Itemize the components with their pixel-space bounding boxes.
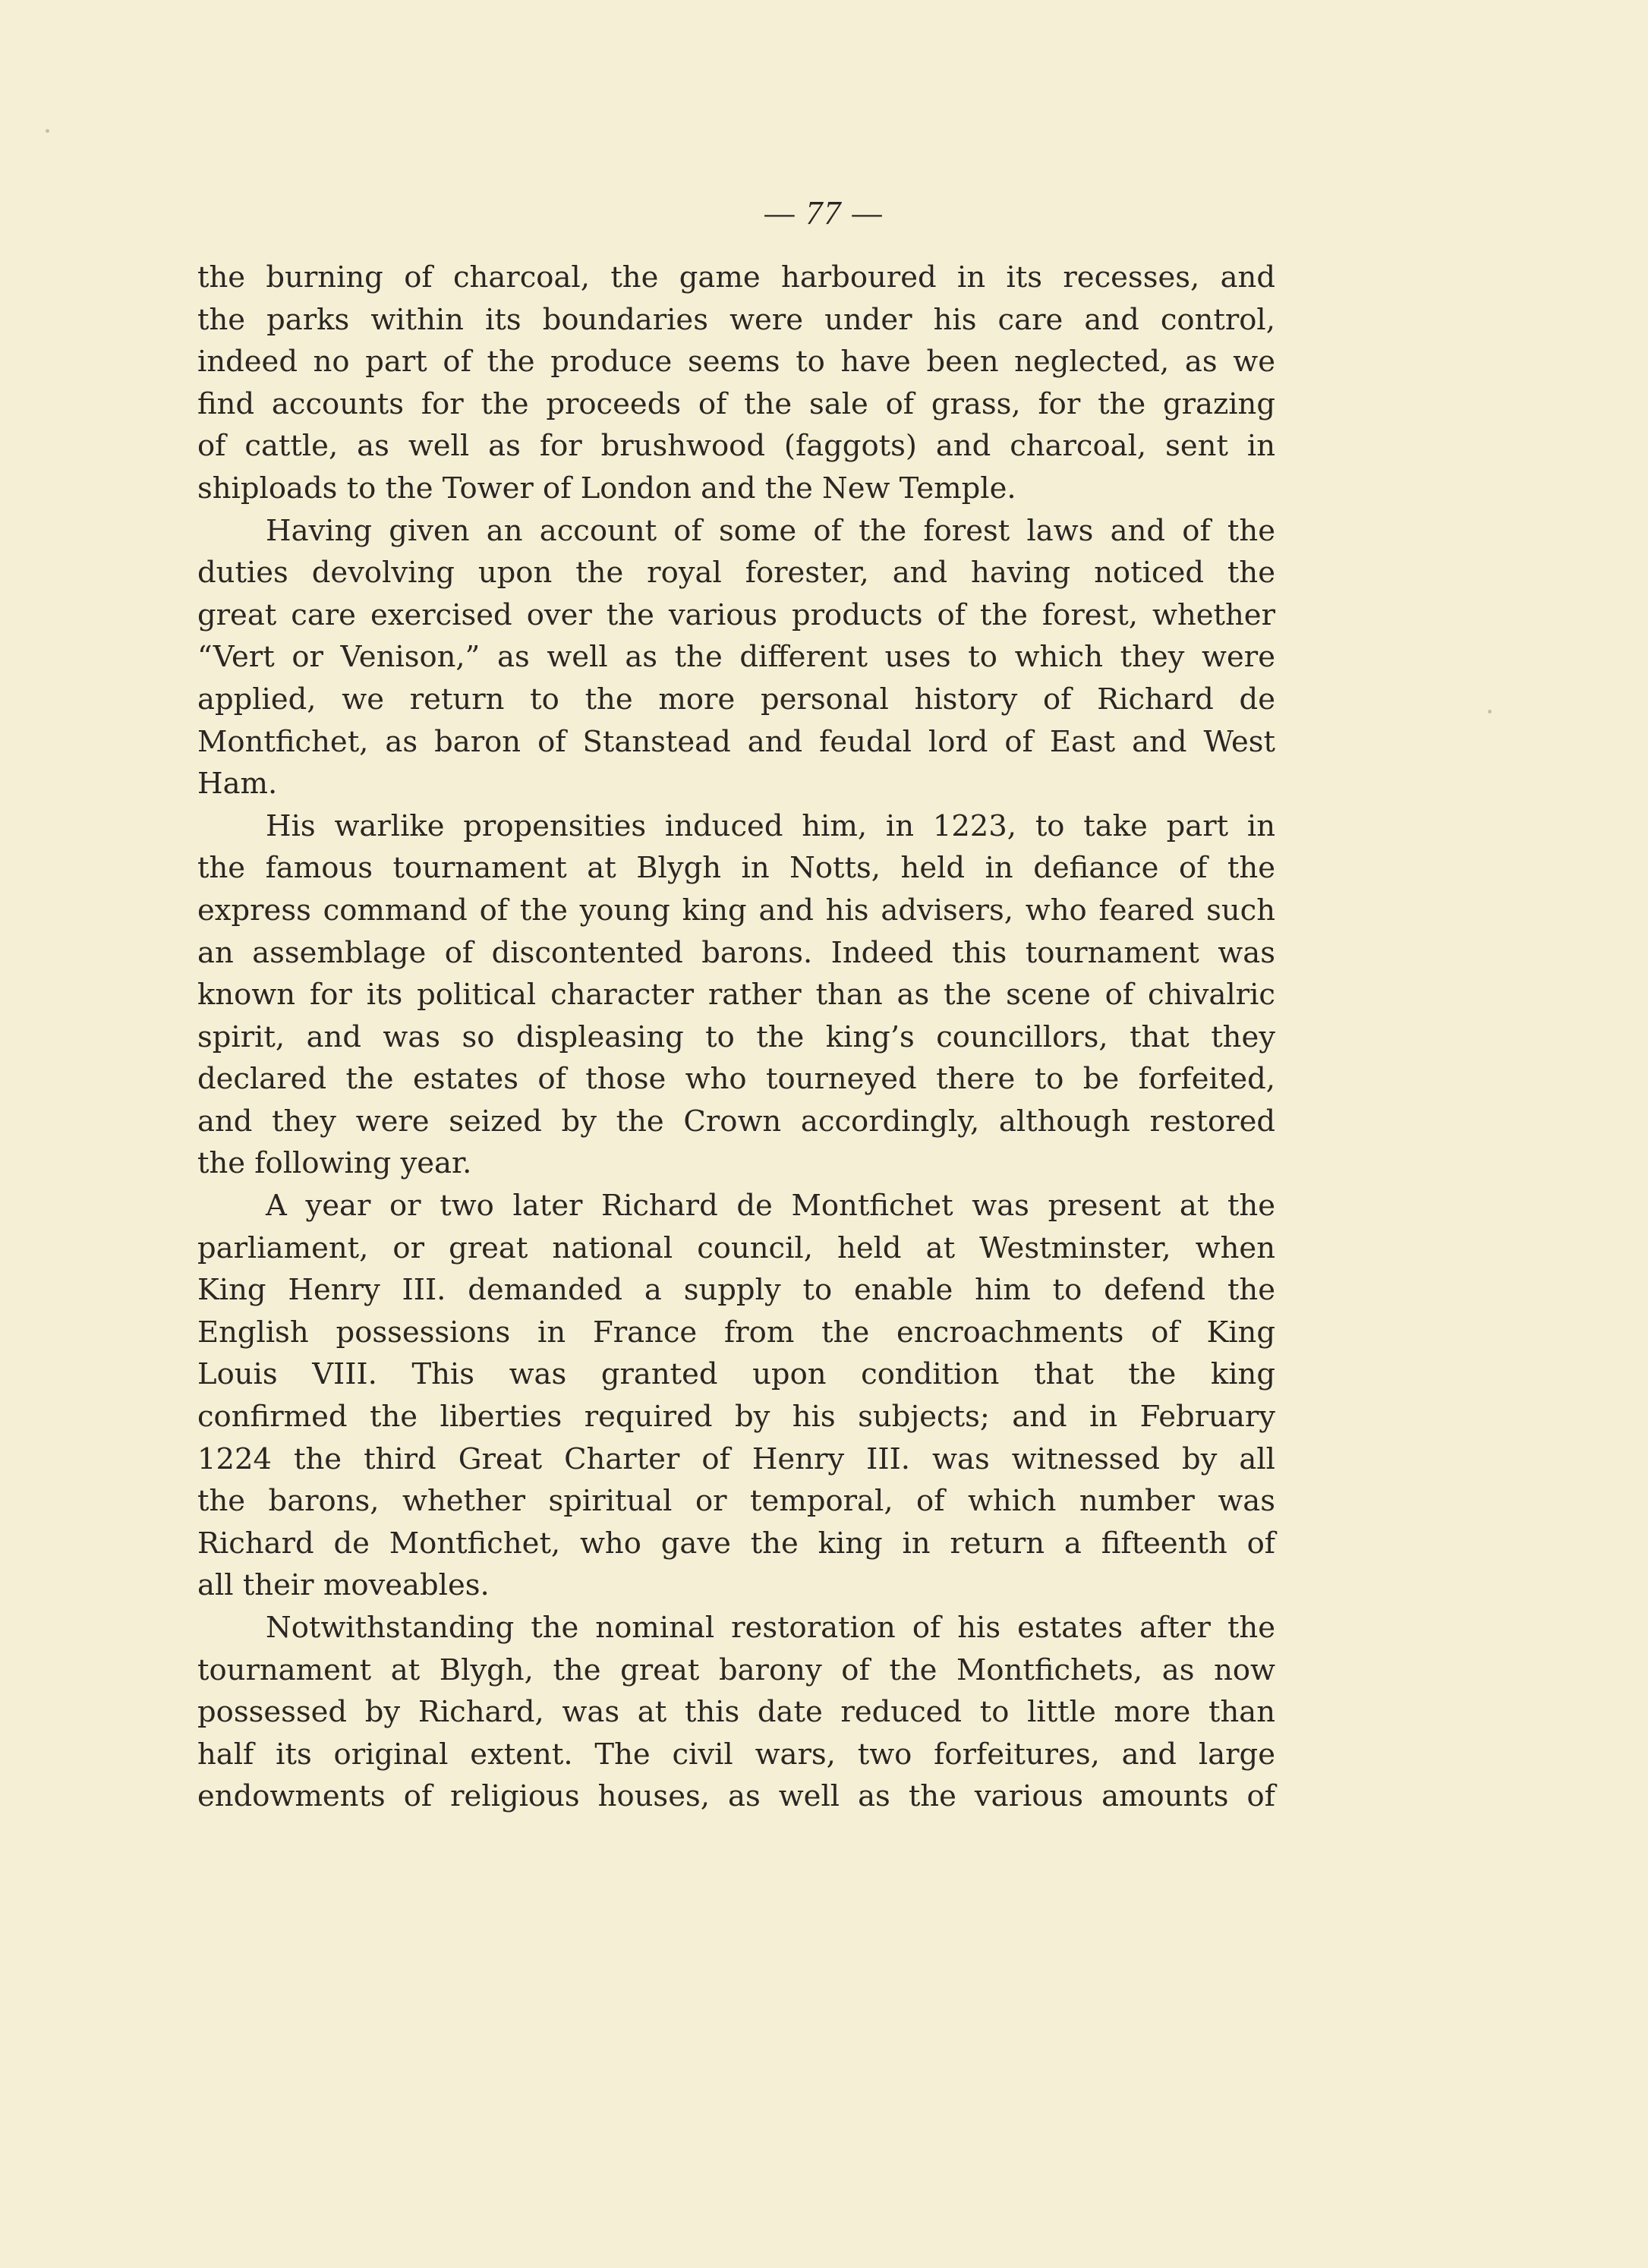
text-line: His warlike propensities induced him, in 1223, to take part in bbox=[266, 808, 1275, 843]
text-line: an assemblage of discontented barons. Indeed this tournament was bbox=[197, 935, 1275, 970]
text-line: declared the estates of those who tourneyed there to be forfeited, bbox=[197, 1062, 1275, 1097]
text-line: the barons, whether spiritual or temporal, of which number was bbox=[197, 1484, 1275, 1519]
page-number: — 77 — bbox=[764, 194, 884, 232]
text-line: the famous tournament at Blygh in Notts, held in defiance of the bbox=[197, 851, 1275, 886]
text-line: King Henry III. demanded a supply to enable him to defend the bbox=[197, 1273, 1275, 1308]
text-line: possessed by Richard, was at this date reduced to little more than bbox=[197, 1695, 1275, 1730]
text-line: parliament, or great national council, held at Westminster, when bbox=[197, 1230, 1275, 1265]
text-line: the burning of charcoal, the game harboured in its recesses, and bbox=[197, 260, 1275, 295]
text-line: applied, we return to the more personal history of Richard de bbox=[197, 682, 1275, 717]
text-line: half its original extent. The civil wars, two forfeitures, and large bbox=[197, 1737, 1275, 1772]
text-line: of cattle, as well as for brushwood (faggots) and charcoal, sent in bbox=[197, 429, 1275, 464]
text-line: Ham. bbox=[197, 767, 278, 802]
text-line: known for its political character rather than as the scene of chivalric bbox=[197, 978, 1275, 1013]
body-text bbox=[197, 257, 1275, 1818]
text-line: 1224 the third Great Charter of Henry III. was witnessed by all bbox=[197, 1441, 1275, 1476]
text-line: the parks within its boundaries were under his care and control, bbox=[197, 302, 1275, 337]
text-line: tournament at Blygh, the great barony of the Montfichets, as now bbox=[197, 1652, 1275, 1687]
text-line: Richard de Montfichet, who gave the king in return a fifteenth of bbox=[197, 1526, 1275, 1561]
text-line: duties devolving upon the royal forester, and having noticed the bbox=[197, 556, 1275, 591]
text-line: indeed no part of the produce seems to have been neglected, as we bbox=[197, 345, 1275, 380]
text-line: English possessions in France from the encroachments of King bbox=[197, 1315, 1275, 1350]
text-line: Notwithstanding the nominal restoration of his estates after the bbox=[266, 1611, 1275, 1645]
text-line: A year or two later Richard de Montfichet was present at the bbox=[266, 1189, 1275, 1224]
paper-speck bbox=[46, 129, 49, 133]
text-line: “Vert or Venison,” as well as the different uses to which they were bbox=[197, 640, 1275, 675]
text-line: and they were seized by the Crown accordingly, although restored bbox=[197, 1104, 1275, 1139]
text-line: spirit, and was so displeasing to the king’s councillors, that they bbox=[197, 1019, 1275, 1054]
text-line: the following year. bbox=[197, 1146, 472, 1181]
text-line: find accounts for the proceeds of the sale of grass, for the grazing bbox=[197, 386, 1275, 421]
text-line: express command of the young king and his advisers, who feared such bbox=[197, 893, 1275, 928]
text-line: great care exercised over the various products of the forest, whether bbox=[197, 597, 1275, 632]
text-line: shiploads to the Tower of London and the New Temple. bbox=[197, 471, 1016, 506]
text-line: all their moveables. bbox=[197, 1568, 490, 1603]
text-line: confirmed the liberties required by his subjects; and in February bbox=[197, 1400, 1275, 1435]
text-line: Montfichet, as baron of Stanstead and feudal lord of East and West bbox=[197, 724, 1275, 759]
text-line: Louis VIII. This was granted upon condition that the king bbox=[197, 1357, 1275, 1392]
paper-speck bbox=[1488, 710, 1492, 713]
text-line: Having given an account of some of the forest laws and of the bbox=[266, 513, 1275, 548]
text-line: endowments of religious houses, as well as the various amounts of bbox=[197, 1779, 1275, 1814]
